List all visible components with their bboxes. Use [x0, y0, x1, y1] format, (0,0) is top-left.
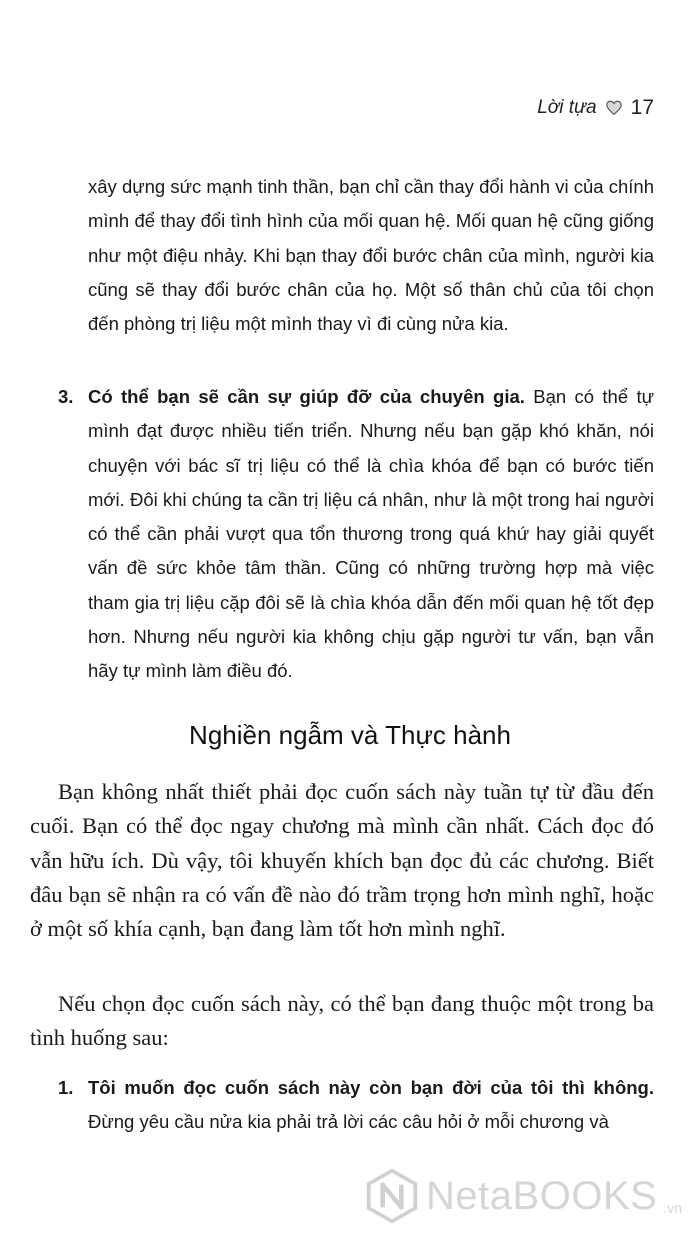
item-number: 3. — [58, 386, 74, 407]
body-paragraph-1: Bạn không nhất thiết phải đọc cuốn sách này tuần tự từ đầu đến cuối. Bạn có thể đọc ngay chương mà mình cần nhất. Cách đọc đó vẫn hữu ích. Dù vậy, tôi khuyến khích bạn đọc đủ các chương. Biết đâu bạn sẽ nhận ra có vấn đề nào đó trầm trọng hơn mình nghĩ, hoặc ở một số khía cạnh, bạn đang làm tốt hơn mình nghĩ. — [30, 779, 654, 942]
item-body — [88, 1071, 654, 1140]
continued-paragraph: xây dựng sức mạnh tinh thần, bạn chỉ cần thay đổi hành vi của chính mình để thay đổi tình hình của mối quan hệ. Mối quan hệ cũng giống như một điệu nhảy. Khi bạn thay đổi bước chân của mình, người kia cũng sẽ thay đổi bước chân của họ. Một số thân chủ của tôi chọn đến phòng trị liệu một mình thay vì đi cùng nửa kia. — [88, 176, 654, 335]
numbered-item-1 — [58, 1071, 654, 1140]
item-text: Đừng yêu cầu nửa kia phải trả lời các câu hỏi ở mỗi chương và — [88, 1111, 609, 1133]
body-paragraph-2: Nếu chọn đọc cuốn sách này, có thể bạn đang thuộc một trong ba tình huống sau: — [30, 991, 654, 1051]
item-body — [88, 380, 654, 689]
heart-icon — [605, 99, 623, 117]
item-number: 1. — [58, 1077, 74, 1098]
netabooks-logo-icon — [364, 1168, 420, 1224]
running-header — [537, 96, 654, 120]
page-number: 17 — [630, 96, 654, 119]
item-lead: Có thể bạn sẽ cần sự giúp đỡ của chuyên gia. — [88, 386, 525, 407]
section-heading: Nghiền ngẫm và Thực hành — [189, 720, 511, 750]
numbered-item-3 — [58, 380, 654, 689]
watermark — [364, 1168, 682, 1224]
section-title: Lời tựa — [537, 97, 597, 118]
watermark-brand: NetaBOOKS — [426, 1173, 658, 1218]
item-lead: Tôi muốn đọc cuốn sách này còn bạn đời của tôi thì không. — [88, 1077, 654, 1098]
watermark-suffix: .vn — [663, 1200, 682, 1216]
item-text: Bạn có thể tự mình đạt được nhiều tiến triển. Nhưng nếu bạn gặp khó khăn, nói chuyện với bác sĩ trị liệu có thể là chìa khóa để bạn có bước tiến mới. Đôi khi chúng ta cần trị liệu cá nhân, như là một trong hai người có thể cần phải vượt qua tổn thương trong quá khứ hay giải quyết vấn đề sức khỏe tâm thần. Cũng có những trường hợp mà việc tham gia trị liệu cặp đôi sẽ là chìa khóa dẫn đến mối quan hệ tốt đẹp hơn. Nhưng nếu người kia không chịu gặp người tư vấn, bạn vẫn hãy tự mình làm điều đó. — [88, 386, 654, 682]
